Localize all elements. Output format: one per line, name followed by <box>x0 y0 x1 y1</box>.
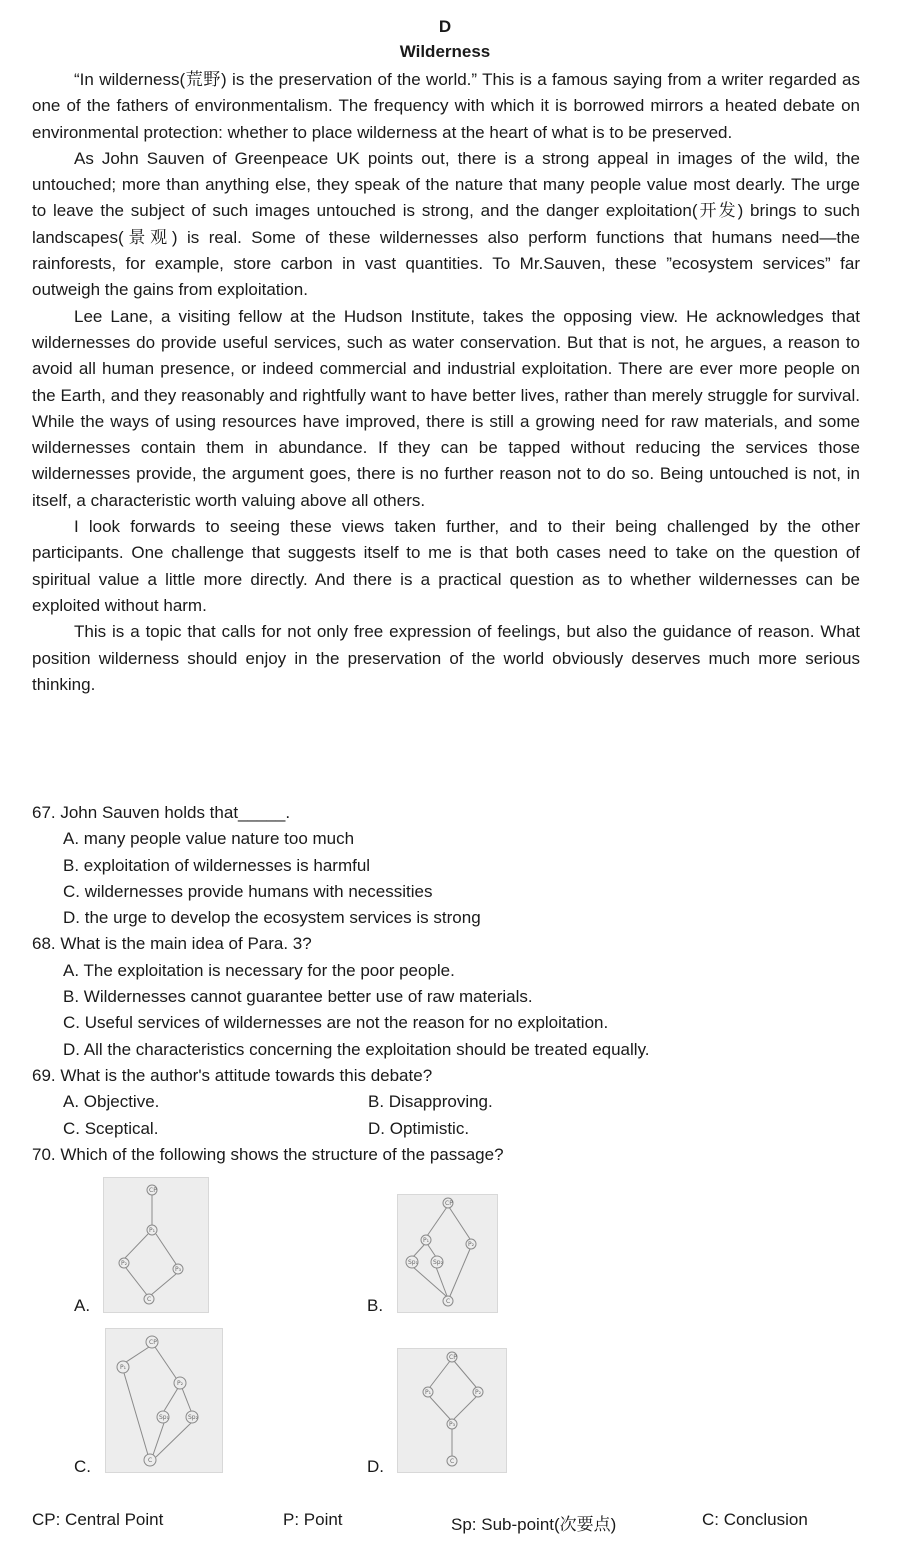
node-cp-label: CP <box>449 1354 457 1361</box>
option-d[interactable]: D. the urge to develop the ecosystem services is strong <box>63 908 481 928</box>
paragraph-2: As John Sauven of Greenpeace UK points out, there is a strong appeal in images of the wild, the untouched; more than anything else, they speak of the nature that many people value most dearly. The urge to leave the subject of such images untouched is strong, and the danger exploitation(开发) brings to such landscapes(景观) is real. Some of these wildernesses also perform functions that humans need—the rainforests, for example, store carbon in vast quantities. To Mr.Sauven, these ”ecosystem services” far outweigh the gains from exploitation. <box>32 148 860 300</box>
option-d[interactable]: D. <box>367 1457 384 1476</box>
passage-title: Wilderness <box>399 42 491 61</box>
node-p3-label: P₃ <box>449 1421 456 1428</box>
node-p1-label: P₁ <box>423 1237 430 1244</box>
node-p2-label: P₂ <box>177 1380 184 1387</box>
node-cp-label: CP <box>149 1187 157 1194</box>
node-p2-label: P₂ <box>468 1241 475 1248</box>
node-p1-label: P₁ <box>425 1389 432 1396</box>
question-stem: 69. What is the author's attitude towards this debate? <box>32 1065 433 1085</box>
option-b[interactable]: B. Wildernesses cannot guarantee better use of raw materials. <box>63 987 533 1007</box>
question-67 <box>32 800 872 931</box>
option-b[interactable]: B. exploitation of wildernesses is harmful <box>63 855 371 875</box>
question-70 <box>32 1142 872 1168</box>
option-a[interactable]: A. many people value nature too much <box>63 829 355 849</box>
paragraph-5: This is a topic that calls for not only free expression of feelings, but also the guidance of reason. What position wilderness should enjoy in the preservation of the world obviously deserves much more serious thinking. <box>32 622 860 694</box>
node-c-label: C <box>450 1458 455 1465</box>
legend-point: P: Point <box>283 1510 343 1529</box>
option-c[interactable]: C. Useful services of wildernesses are not the reason for no exploitation. <box>63 1013 609 1033</box>
option-b[interactable]: B. <box>367 1296 384 1315</box>
structure-diagram-d[interactable] <box>397 1348 507 1473</box>
node-p3-label: P₃ <box>175 1266 182 1273</box>
node-sp2-label: Sp₂ <box>433 1259 444 1266</box>
paragraph-3: Lee Lane, a visiting fellow at the Hudson Institute, takes the opposing view. He acknowledges that wildernesses do provide useful services, such as water conservation. But that is not, he argues, a reason to avoid all human presence, or indeed commercial and industrial exploitation. There are ever more people on the Earth, and they reasonably and rightfully want to have better lives, rather than merely struggle for survival. While the ways of using resources have improved, there is still a growing need for raw materials, and some wildernesses contain them in abundance. If they can be tapped without reducing the services those wildernesses provide, the argument goes, there is no further reason not to do so. Being untouched is not, in itself, a characteristic worth valuing above all others. <box>32 306 860 510</box>
passage-body <box>32 67 860 698</box>
option-a[interactable]: A. Objective. <box>63 1092 160 1112</box>
legend-central-point: CP: Central Point <box>32 1510 164 1529</box>
node-c-label: C <box>446 1298 451 1305</box>
option-d[interactable]: D. All the characteristics concerning the exploitation should be treated equally. <box>63 1039 650 1059</box>
structure-diagram-a[interactable] <box>103 1177 209 1313</box>
structure-diagram-c[interactable] <box>105 1328 223 1473</box>
option-b[interactable]: B. Disapproving. <box>368 1092 493 1112</box>
node-cp-label: CP <box>445 1200 453 1207</box>
option-a[interactable]: A. <box>74 1296 91 1315</box>
node-p2-label: P₂ <box>121 1260 128 1267</box>
structure-diagram-b[interactable] <box>397 1194 498 1313</box>
node-p1-label: P₁ <box>120 1364 127 1371</box>
question-stem: 67. John Sauven holds that_____. <box>32 803 291 822</box>
option-c[interactable]: C. wildernesses provide humans with necessities <box>63 881 433 901</box>
option-row <box>63 1089 872 1115</box>
legend-conclusion: C: Conclusion <box>702 1510 808 1529</box>
paragraph-4: I look forwards to seeing these views taken further, and to their being challenged by the other participants. One challenge that suggests itself to me is that both cases need to take on the question of spiritual value a little more directly. And there is a practical question as to whether wildernesses can be exploited without harm. <box>32 517 860 615</box>
legend-sub-point: Sp: Sub-point(次要点) <box>451 1515 617 1534</box>
node-sp2-label: Sp₂ <box>188 1414 199 1421</box>
option-c[interactable]: C. <box>74 1457 91 1476</box>
section-letter: D <box>438 17 452 36</box>
option-a[interactable]: A. The exploitation is necessary for the poor people. <box>63 960 455 980</box>
node-sp1-label: Sp₁ <box>408 1259 419 1266</box>
paragraph-1: “In wilderness(荒野) is the preservation of the world.” This is a famous saying from a writer regarded as one of the fathers of environmentalism. The frequency with which it is borrowed mirrors a heated debate on environmental protection: whether to place wilderness at the heart of what is to be preserved. <box>32 70 860 142</box>
node-sp1-label: Sp₁ <box>159 1414 170 1421</box>
question-stem: 68. What is the main idea of Para. 3? <box>32 934 312 954</box>
question-69 <box>32 1063 872 1142</box>
question-stem: 70. Which of the following shows the structure of the passage? <box>32 1144 504 1164</box>
option-d[interactable]: D. Optimistic. <box>368 1118 470 1138</box>
node-p2-label: P₂ <box>475 1389 482 1396</box>
option-row <box>63 1116 872 1142</box>
option-c[interactable]: C. Sceptical. <box>63 1118 159 1138</box>
node-p1-label: P₁ <box>149 1227 156 1234</box>
node-c-label: C <box>147 1296 152 1303</box>
node-c-label: C <box>148 1457 153 1464</box>
question-list <box>32 800 872 1168</box>
question-68 <box>32 931 872 1062</box>
node-cp-label: CP <box>149 1339 157 1346</box>
